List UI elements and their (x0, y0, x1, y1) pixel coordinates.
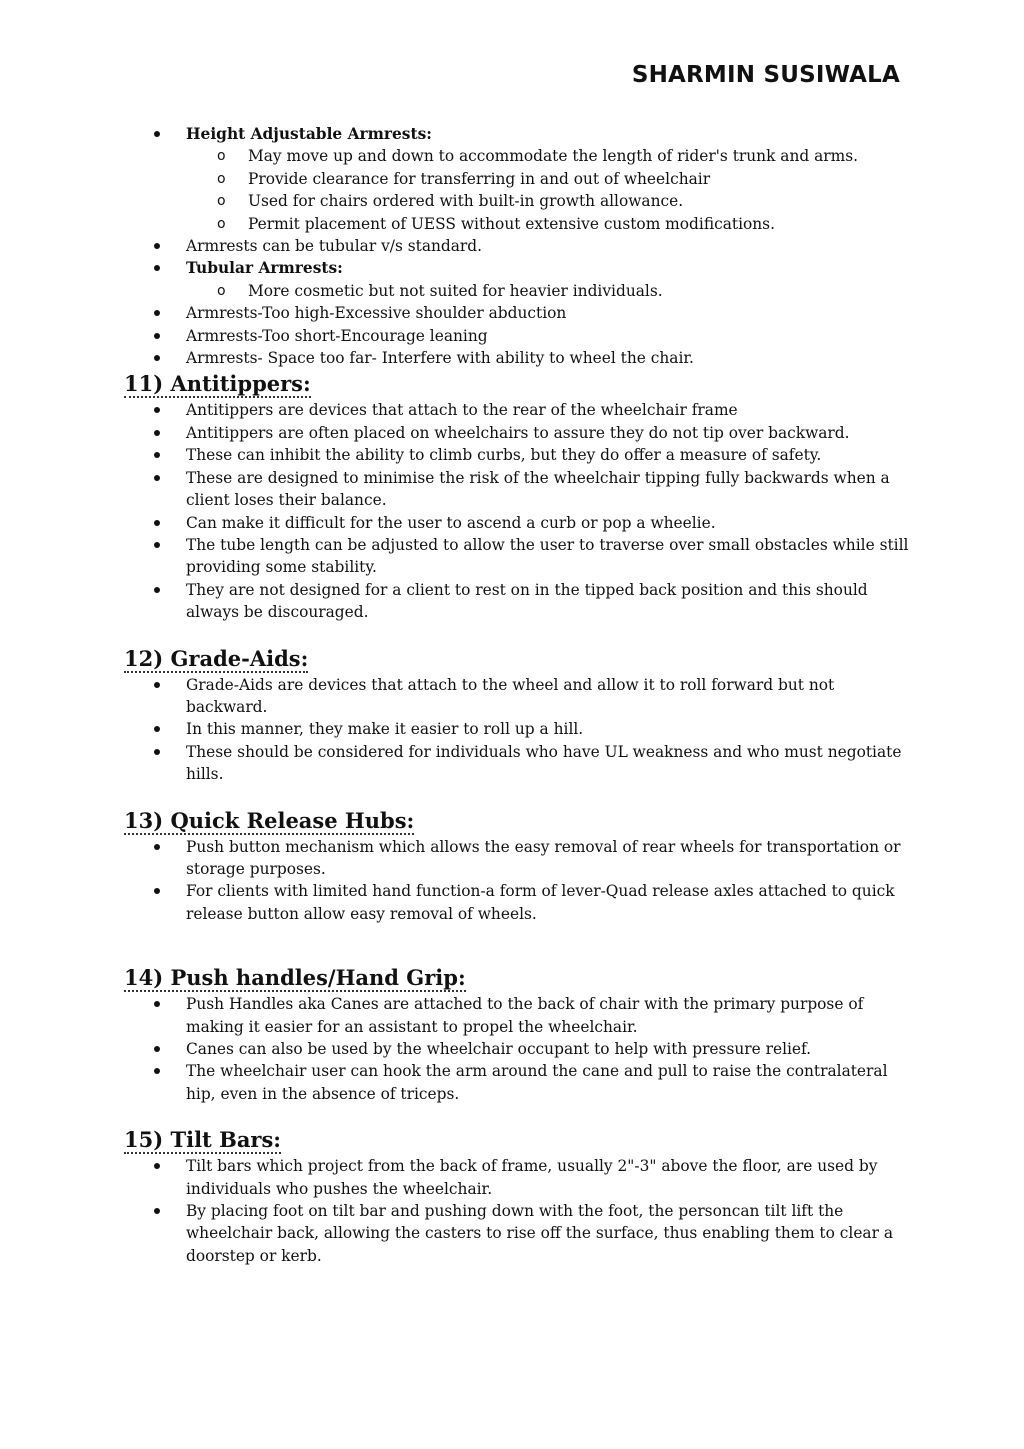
list-item: Grade-Aids are devices that attach to the wheel and allow it to roll forward but not backward. (124, 674, 914, 719)
section-heading-tilt-bars (124, 1125, 914, 1155)
list-item: By placing foot on tilt bar and pushing down with the foot, the personcan tilt lift the wheelchair back, allowing the casters to rise off the surface, thus enabling them to clear a doorstep or kerb. (124, 1200, 914, 1267)
grade-aids-list (124, 674, 914, 786)
tilt-bars-list (124, 1155, 914, 1267)
list-item: In this manner, they make it easier to roll up a hill. (124, 718, 914, 740)
list-item (124, 123, 914, 235)
list-item (124, 257, 914, 302)
list-item: These should be considered for individuals who have UL weakness and who must negotiate hills. (124, 741, 914, 786)
section-heading-quick-release-hubs (124, 806, 914, 836)
document-body (124, 123, 914, 1267)
list-item: These can inhibit the ability to climb curbs, but they do offer a measure of safety. (124, 444, 914, 466)
tubular-sublist (186, 280, 914, 302)
list-item: Can make it difficult for the user to ascend a curb or pop a wheelie. (124, 512, 914, 534)
heading-text: 15) Tilt Bars: (124, 1127, 282, 1153)
sub-list-item: o May move up and down to accommodate the length of rider's trunk and arms. (186, 145, 914, 167)
section-heading-grade-aids (124, 644, 914, 674)
push-handles-list (124, 993, 914, 1105)
section-heading-push-handles (124, 963, 914, 993)
list-item: Antitippers are often placed on wheelchairs to assure they do not tip over backward. (124, 422, 914, 444)
tubular-title: Tubular Armrests: (186, 259, 343, 278)
list-item: Armrests-Too high-Excessive shoulder abduction (124, 302, 914, 324)
list-item: They are not designed for a client to rest on in the tipped back position and this should always be discouraged. (124, 579, 914, 624)
antitippers-list (124, 399, 914, 623)
heading-text: 11) Antitippers: (124, 371, 311, 397)
list-item: Push Handles aka Canes are attached to the back of chair with the primary purpose of making it easier for an assistant to propel the wheelchair. (124, 993, 914, 1038)
height-adjustable-sublist (186, 145, 914, 235)
list-item: Antitippers are devices that attach to the rear of the wheelchair frame (124, 399, 914, 421)
heading-text: 13) Quick Release Hubs: (124, 807, 415, 833)
list-item: The tube length can be adjusted to allow the user to traverse over small obstacles while still providing some stability. (124, 534, 914, 579)
heading-text: 12) Grade-Aids: (124, 645, 309, 671)
sub-list-item: o Used for chairs ordered with built-in growth allowance. (186, 190, 914, 212)
list-item: Armrests-Too short-Encourage leaning (124, 325, 914, 347)
armrest-list (124, 123, 914, 369)
heading-text: 14) Push handles/Hand Grip: (124, 965, 466, 991)
height-adjustable-title: Height Adjustable Armrests: (186, 125, 432, 143)
sub-list-item: o Permit placement of UESS without extensive custom modifications. (186, 213, 914, 235)
list-item: Push button mechanism which allows the easy removal of rear wheels for transportation or storage purposes. (124, 836, 914, 881)
list-item: Tilt bars which project from the back of frame, usually 2"-3" above the floor, are used by individuals who pushes the wheelchair. (124, 1155, 914, 1200)
list-item: These are designed to minimise the risk of the wheelchair tipping fully backwards when a client loses their balance. (124, 467, 914, 512)
list-item: Armrests- Space too far- Interfere with ability to wheel the chair. (124, 347, 914, 369)
list-item: For clients with limited hand function-a form of lever-Quad release axles attached to quick release button allow easy removal of wheels. (124, 880, 914, 925)
section-heading-antitippers (124, 369, 914, 399)
list-item: Canes can also be used by the wheelchair occupant to help with pressure relief. (124, 1038, 914, 1060)
list-item: Armrests can be tubular v/s standard. (124, 235, 914, 257)
list-item: The wheelchair user can hook the arm around the cane and pull to raise the contralateral hip, even in the absence of triceps. (124, 1060, 914, 1105)
author-header: SHARMIN SUSIWALA (631, 62, 900, 88)
quick-release-list (124, 836, 914, 926)
sub-list-item: o More cosmetic but not suited for heavier individuals. (186, 280, 914, 302)
sub-list-item: o Provide clearance for transferring in and out of wheelchair (186, 168, 914, 190)
